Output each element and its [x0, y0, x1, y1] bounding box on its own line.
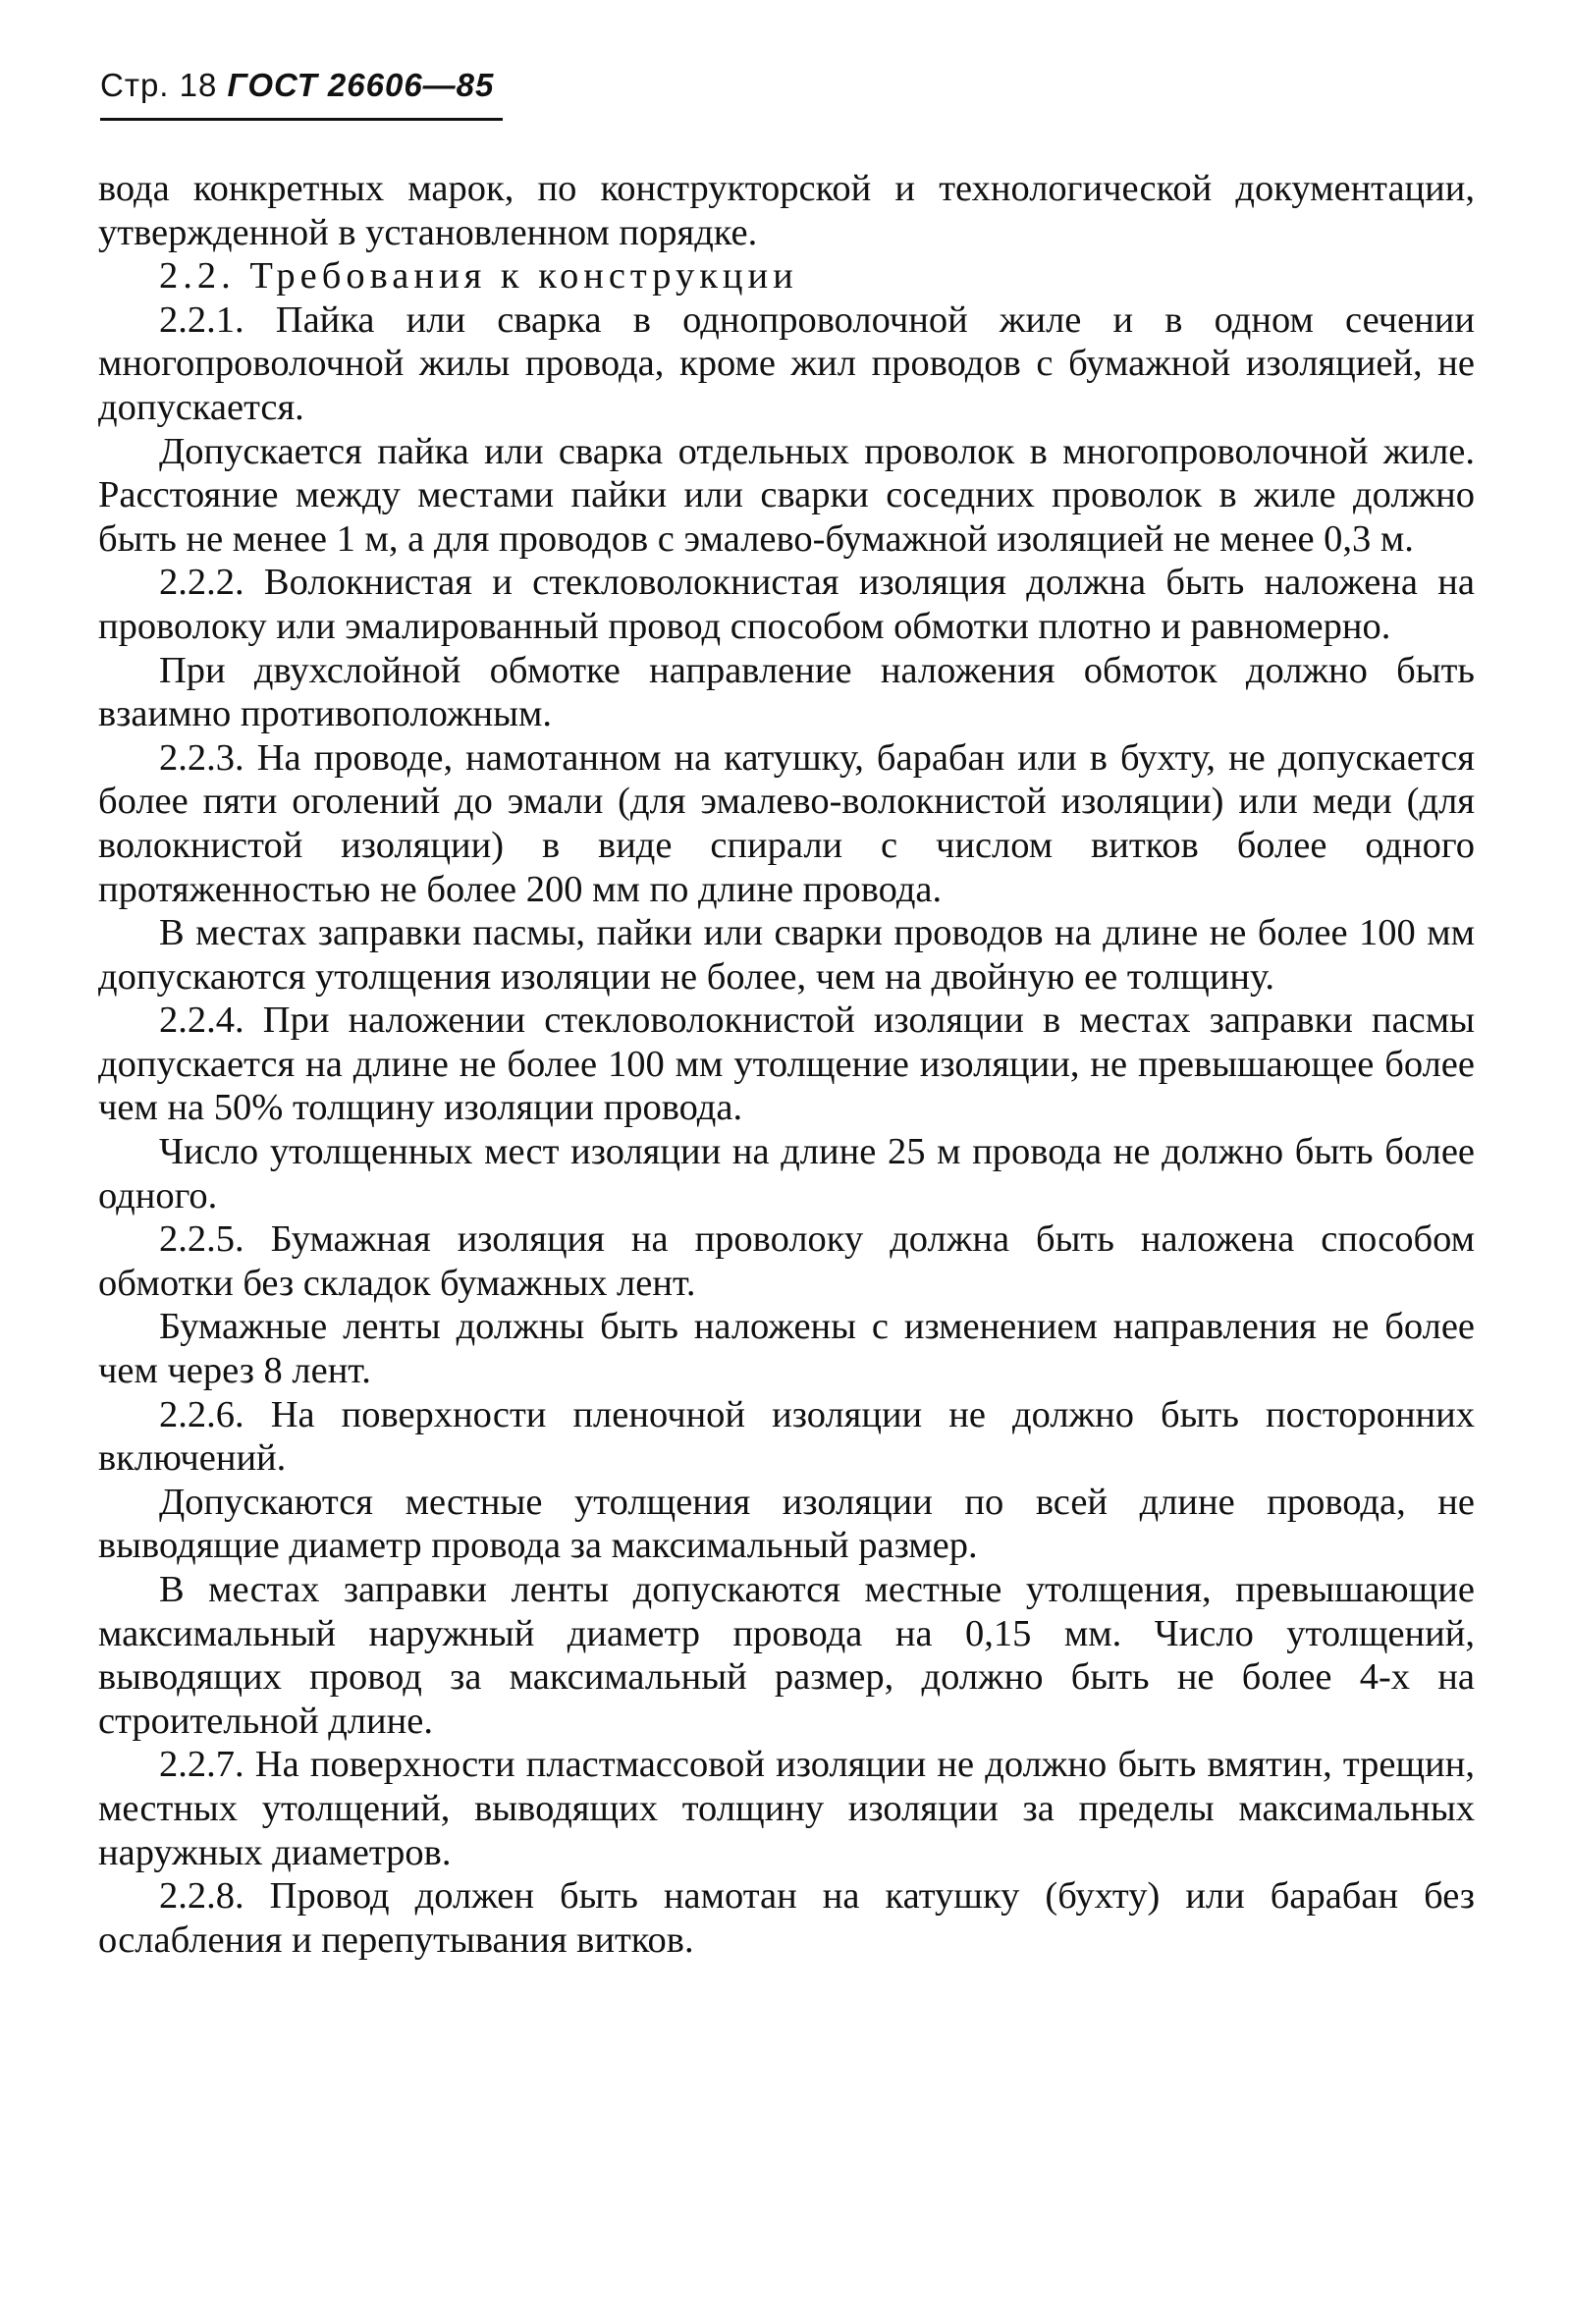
paragraph: При двухслойной обмотке направление наложения обмоток должно быть взаимно противоположным.	[98, 649, 1475, 735]
header-rule	[100, 118, 503, 121]
paragraph: Допускаются местные утолщения изоляции по всей длине провода, не выводящие диаметр провода за максимальный размер.	[98, 1481, 1475, 1567]
standard-number: ГОСТ 26606—85	[227, 67, 495, 103]
page-number: Стр. 18	[100, 67, 218, 103]
paragraph: Бумажные ленты должны быть наложены с изменением направления не более чем через 8 лент.	[98, 1306, 1475, 1392]
paragraph: В местах заправки пасмы, пайки или сварки проводов на длине не более 100 мм допускаются утолщения изоляции не более, чем на двойную ее толщину.	[98, 912, 1475, 998]
paragraph: 2.2.3. На проводе, намотанном на катушку, барабан или в бухту, не допускается более пяти оголений до эмали (для эмалево-волокнистой изоляции) или меди (для волокнистой изоляции) в виде спирали с числом витков более одного протяженностью не более 200 мм по длине провода.	[98, 736, 1475, 910]
section-heading: 2.2. Требования к конструкции	[159, 255, 798, 297]
paragraph: 2.2.2. Волокнистая и стекловолокнистая изоляция должна быть наложена на проволоку или эмалированный провод способом обмотки плотно и равномерно.	[98, 562, 1475, 647]
paragraph: Число утолщенных мест изоляции на длине 25 м провода не должно быть более одного.	[98, 1131, 1475, 1216]
paragraph: Допускается пайка или сварка отдельных проволок в многопроволочной жиле. Расстояние между местами пайки или сварки соседних проволок в жиле должно быть не менее 1 м, а для проводов с эмалево-бумажной изоляцией не менее 0,3 м.	[98, 430, 1475, 560]
paragraph: вода конкретных марок, по конструкторской и технологической документации, утвержденной в установленном порядке.	[98, 168, 1475, 253]
paragraph: 2.2.1. Пайка или сварка в однопроволочной жиле и в одном сечении многопроволочной жилы провода, кроме жил проводов с бумажной изоляцией, не допускается.	[98, 298, 1475, 428]
paragraph: 2.2.4. При наложении стекловолокнистой изоляции в местах заправки пасмы допускается на длине не более 100 мм утолщение изоляции, не превышающее более чем на 50% толщину изоляции провода.	[98, 1000, 1475, 1129]
paragraph: 2.2.8. Провод должен быть намотан на катушку (бухту) или барабан без ослабления и перепутывания витков.	[98, 1875, 1475, 1961]
paragraph: 2.2.7. На поверхности пластмассовой изоляции не должно быть вмятин, трещин, местных утолщений, выводящих толщину изоляции за пределы максимальных наружных диаметров.	[98, 1744, 1475, 1873]
page-header	[100, 67, 494, 104]
paragraph: 2.2.6. На поверхности пленочной изоляции не должно быть посторонних включений.	[98, 1393, 1475, 1480]
paragraph: В местах заправки ленты допускаются местные утолщения, превышающие максимальный наружный диаметр провода на 0,15 мм. Число утолщений, выводящих провод за максимальный размер, должно быть не более 4-х на строительной длине.	[98, 1569, 1475, 1742]
document-body	[98, 167, 1475, 1962]
paragraph: 2.2.5. Бумажная изоляция на проволоку должна быть наложена способом обмотки без складок бумажных лент.	[98, 1218, 1475, 1304]
